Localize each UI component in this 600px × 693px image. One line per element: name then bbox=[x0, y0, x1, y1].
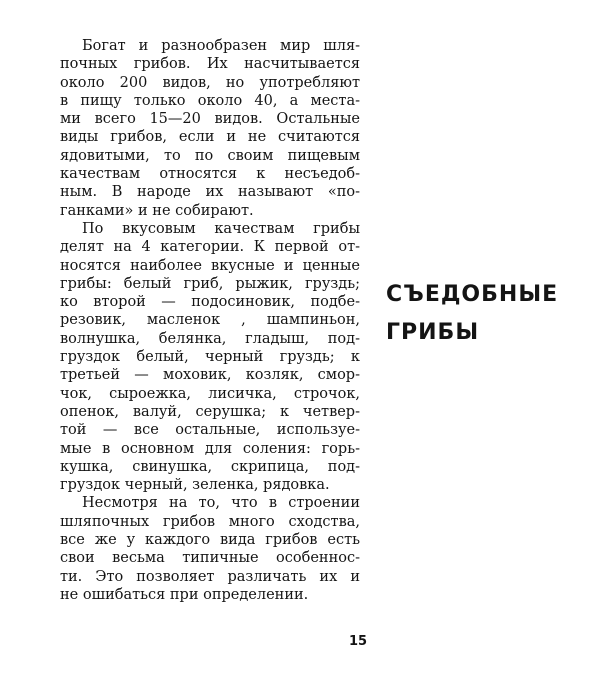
page-number: 15 bbox=[349, 634, 368, 649]
text-line: мые в основном для соления: горь- bbox=[60, 440, 360, 457]
text-line: груздок белый, черный груздь; к bbox=[60, 349, 360, 366]
body-text bbox=[60, 37, 360, 604]
text-line: Несмотря на то, что в строении bbox=[82, 495, 360, 512]
paragraph-2 bbox=[60, 220, 360, 494]
text-line: резовик, масленок , шампиньон, bbox=[60, 312, 360, 329]
text-line: волнушка, белянка, гладыш, под- bbox=[60, 330, 360, 347]
section-heading bbox=[386, 276, 558, 352]
text-line: грибы: белый гриб, рыжик, груздь; bbox=[60, 275, 360, 292]
text-line: груздок черный, зеленка, рядовка. bbox=[60, 477, 330, 494]
text-line: свои весьма типичные особеннос- bbox=[60, 550, 360, 567]
text-line: не ошибаться при определении. bbox=[60, 586, 309, 603]
text-line: третьей — моховик, козляк, смор- bbox=[60, 367, 360, 384]
text-line: шляпочных грибов много сходства, bbox=[60, 513, 360, 530]
text-line: носятся наиболее вкусные и ценные bbox=[60, 257, 360, 274]
paragraph-1 bbox=[60, 37, 360, 220]
text-line: ядовитыми, то по своим пищевым bbox=[60, 147, 360, 164]
text-line: качествам относятся к несъедоб- bbox=[60, 166, 360, 183]
text-line: около 200 видов, но употребляют bbox=[60, 74, 360, 91]
text-line: опенок, валуй, серушка; к четвер- bbox=[60, 403, 360, 420]
text-line: Богат и разнообразен мир шля- bbox=[82, 38, 360, 54]
text-line: ми всего 15—20 видов. Остальные bbox=[60, 111, 360, 128]
paragraph-3 bbox=[60, 494, 360, 604]
text-line: ти. Это позволяет различать их и bbox=[60, 568, 360, 585]
heading-line-2: ГРИБЫ bbox=[386, 320, 480, 345]
text-line: По вкусовым качествам грибы bbox=[82, 220, 360, 237]
text-line: чок, сыроежка, лисичка, строчок, bbox=[60, 385, 360, 402]
text-line: кушка, свинушка, скрипица, под- bbox=[60, 458, 360, 475]
text-line: ко второй — подосиновик, подбе- bbox=[60, 294, 360, 311]
text-line: в пищу только около 40, а места- bbox=[60, 92, 360, 109]
text-line: делят на 4 категории. К первой от- bbox=[60, 239, 360, 256]
text-line: все же у каждого вида грибов есть bbox=[60, 532, 360, 549]
heading-line-1: СЪЕДОБНЫЕ bbox=[386, 282, 559, 307]
text-line: ным. В народе их называют «по- bbox=[60, 184, 360, 201]
text-line: почных грибов. Их насчитывается bbox=[60, 56, 360, 73]
text-line: виды грибов, если и не считаются bbox=[60, 129, 360, 146]
text-line: той — все остальные, используе- bbox=[60, 422, 360, 439]
text-line: ганками» и не собирают. bbox=[60, 202, 254, 219]
